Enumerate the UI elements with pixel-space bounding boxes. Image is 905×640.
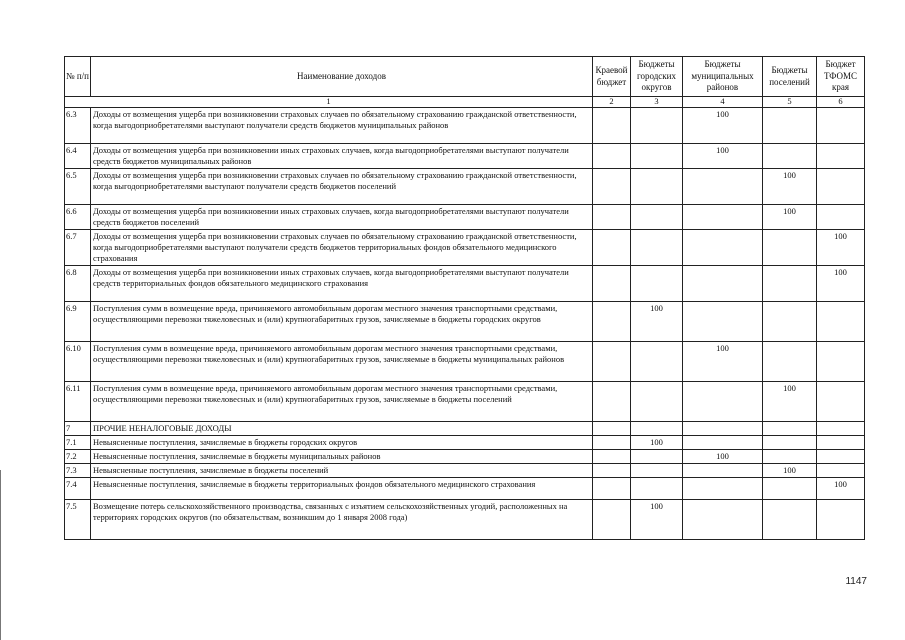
row-value-gorod	[631, 108, 683, 144]
row-name: Доходы от возмещения ущерба при возникновении иных страховых случаев, когда выгодоприобретателями выступают получатели средств территориальных фондов обязательного медицинского страхования	[91, 266, 593, 302]
row-value-kraevoy	[593, 230, 631, 266]
row-value-kraevoy	[593, 382, 631, 422]
row-number: 6.4	[65, 144, 91, 169]
row-value-munic	[683, 500, 763, 540]
table-row	[65, 342, 865, 382]
row-value-gorod	[631, 382, 683, 422]
table-row	[65, 266, 865, 302]
row-value-munic	[683, 302, 763, 342]
row-name: Доходы от возмещения ущерба при возникновении иных страховых случаев, когда выгодоприобретателями выступают получатели средств бюджетов поселений	[91, 205, 593, 230]
row-value-posel: 100	[763, 464, 817, 478]
row-value-gorod: 100	[631, 302, 683, 342]
table-row	[65, 108, 865, 144]
table-row	[65, 205, 865, 230]
table-row	[65, 450, 865, 464]
revenue-distribution-table	[64, 56, 865, 540]
row-number: 7.1	[65, 436, 91, 450]
row-value-tfoms	[817, 302, 865, 342]
row-value-posel	[763, 422, 817, 436]
row-value-gorod	[631, 422, 683, 436]
row-value-posel: 100	[763, 205, 817, 230]
row-value-posel	[763, 144, 817, 169]
header-num: № п/п	[65, 57, 91, 97]
row-value-munic: 100	[683, 144, 763, 169]
row-value-posel	[763, 478, 817, 500]
row-number: 6.6	[65, 205, 91, 230]
row-value-gorod: 100	[631, 500, 683, 540]
row-value-tfoms	[817, 500, 865, 540]
table-row	[65, 436, 865, 450]
row-value-munic	[683, 478, 763, 500]
row-value-gorod	[631, 144, 683, 169]
row-number: 7.4	[65, 478, 91, 500]
column-number-row	[65, 97, 865, 108]
row-value-kraevoy	[593, 422, 631, 436]
row-name: Поступления сумм в возмещение вреда, причиняемого автомобильным дорогам местного значения транспортными средствами, осуществляющими перевозки тяжеловесных и (или) крупногабаритных грузов, зачисляемые в бюджеты муниципальных районов	[91, 342, 593, 382]
row-name: Доходы от возмещения ущерба при возникновении иных страховых случаев, когда выгодоприобретателями выступают получатели средств бюджетов муниципальных районов	[91, 144, 593, 169]
row-number: 6.10	[65, 342, 91, 382]
row-number: 7	[65, 422, 91, 436]
row-value-gorod	[631, 266, 683, 302]
row-value-munic	[683, 169, 763, 205]
header-kraevoy: Краевой бюджет	[593, 57, 631, 97]
table-row	[65, 302, 865, 342]
row-value-gorod	[631, 464, 683, 478]
row-name: Невыясненные поступления, зачисляемые в бюджеты городских округов	[91, 436, 593, 450]
row-value-tfoms	[817, 108, 865, 144]
row-value-kraevoy	[593, 464, 631, 478]
row-value-tfoms	[817, 342, 865, 382]
row-number: 6.9	[65, 302, 91, 342]
row-value-posel	[763, 302, 817, 342]
row-value-gorod: 100	[631, 436, 683, 450]
row-value-tfoms	[817, 436, 865, 450]
row-value-gorod	[631, 478, 683, 500]
colnum-5: 5	[763, 97, 817, 108]
table-row	[65, 464, 865, 478]
table-row	[65, 422, 865, 436]
table-row	[65, 230, 865, 266]
row-number: 6.7	[65, 230, 91, 266]
row-number: 6.3	[65, 108, 91, 144]
row-value-posel	[763, 342, 817, 382]
page-number: 1147	[845, 576, 867, 587]
row-number: 6.11	[65, 382, 91, 422]
table-row	[65, 500, 865, 540]
row-value-gorod	[631, 230, 683, 266]
row-value-tfoms	[817, 169, 865, 205]
row-number: 7.5	[65, 500, 91, 540]
row-value-kraevoy	[593, 169, 631, 205]
row-name: Доходы от возмещения ущерба при возникновении страховых случаев по обязательному страхованию гражданской ответственности, когда выгодоприобретателями выступают получатели средств бюджетов поселений	[91, 169, 593, 205]
colnum-1: 1	[65, 97, 593, 108]
row-value-munic: 100	[683, 342, 763, 382]
header-posel: Бюджеты поселений	[763, 57, 817, 97]
row-value-kraevoy	[593, 436, 631, 450]
row-value-munic: 100	[683, 450, 763, 464]
row-value-kraevoy	[593, 144, 631, 169]
row-name: ПРОЧИЕ НЕНАЛОГОВЫЕ ДОХОДЫ	[91, 422, 593, 436]
row-value-munic	[683, 205, 763, 230]
table-row	[65, 144, 865, 169]
row-value-tfoms	[817, 382, 865, 422]
table-row	[65, 169, 865, 205]
row-value-kraevoy	[593, 450, 631, 464]
row-value-posel	[763, 266, 817, 302]
row-name: Невыясненные поступления, зачисляемые в бюджеты поселений	[91, 464, 593, 478]
header-munic: Бюджеты муниципальных районов	[683, 57, 763, 97]
header-gorod: Бюджеты городских округов	[631, 57, 683, 97]
row-value-munic	[683, 436, 763, 450]
row-number: 7.3	[65, 464, 91, 478]
row-value-gorod	[631, 205, 683, 230]
row-name: Поступления сумм в возмещение вреда, причиняемого автомобильным дорогам местного значения транспортными средствами, осуществляющими перевозки тяжеловесных и (или) крупногабаритных грузов, зачисляемые в бюджеты поселений	[91, 382, 593, 422]
row-name: Поступления сумм в возмещение вреда, причиняемого автомобильным дорогам местного значения транспортными средствами, осуществляющими перевозки тяжеловесных и (или) крупногабаритных грузов, зачисляемые в бюджеты городских округов	[91, 302, 593, 342]
row-value-posel	[763, 230, 817, 266]
row-value-posel	[763, 500, 817, 540]
row-value-munic	[683, 382, 763, 422]
row-value-posel	[763, 108, 817, 144]
row-value-kraevoy	[593, 500, 631, 540]
row-value-posel	[763, 436, 817, 450]
row-value-kraevoy	[593, 478, 631, 500]
row-number: 7.2	[65, 450, 91, 464]
row-value-tfoms	[817, 450, 865, 464]
colnum-4: 4	[683, 97, 763, 108]
colnum-6: 6	[817, 97, 865, 108]
row-number: 6.5	[65, 169, 91, 205]
row-name: Доходы от возмещения ущерба при возникновении страховых случаев по обязательному страхованию гражданской ответственности, когда выгодоприобретателями выступают получатели средств бюджетов муниципальных районов	[91, 108, 593, 144]
table-header-row	[65, 57, 865, 97]
row-value-posel	[763, 450, 817, 464]
row-value-gorod	[631, 169, 683, 205]
row-value-kraevoy	[593, 302, 631, 342]
row-value-munic	[683, 464, 763, 478]
row-value-gorod	[631, 450, 683, 464]
table-row	[65, 382, 865, 422]
row-value-munic	[683, 422, 763, 436]
row-name: Невыясненные поступления, зачисляемые в бюджеты территориальных фондов обязательного медицинского страхования	[91, 478, 593, 500]
colnum-2: 2	[593, 97, 631, 108]
row-value-posel: 100	[763, 169, 817, 205]
colnum-3: 3	[631, 97, 683, 108]
row-value-kraevoy	[593, 342, 631, 382]
row-value-gorod	[631, 342, 683, 382]
row-value-kraevoy	[593, 108, 631, 144]
row-value-tfoms: 100	[817, 266, 865, 302]
row-value-munic	[683, 266, 763, 302]
row-value-tfoms	[817, 144, 865, 169]
header-name: Наименование доходов	[91, 57, 593, 97]
row-name: Доходы от возмещения ущерба при возникновении страховых случаев по обязательному страхованию гражданской ответственности, когда выгодоприобретателями выступают получатели средств бюджетов территориальных фондов обязательного медицинского страхования	[91, 230, 593, 266]
row-number: 6.8	[65, 266, 91, 302]
row-value-kraevoy	[593, 205, 631, 230]
row-value-tfoms	[817, 205, 865, 230]
row-value-tfoms: 100	[817, 230, 865, 266]
row-value-tfoms: 100	[817, 478, 865, 500]
row-value-kraevoy	[593, 266, 631, 302]
row-value-posel: 100	[763, 382, 817, 422]
scan-edge-line	[0, 470, 1, 640]
table-row	[65, 478, 865, 500]
row-value-munic: 100	[683, 108, 763, 144]
header-tfoms: Бюджет ТФОМС края	[817, 57, 865, 97]
row-name: Возмещение потерь сельскохозяйственного производства, связанных с изъятием сельскохозяйственных угодий, расположенных на территориях городских округов (по обязательствам, возникшим до 1 января 2008 года)	[91, 500, 593, 540]
row-value-tfoms	[817, 464, 865, 478]
row-value-munic	[683, 230, 763, 266]
row-value-tfoms	[817, 422, 865, 436]
row-name: Невыясненные поступления, зачисляемые в бюджеты муниципальных районов	[91, 450, 593, 464]
